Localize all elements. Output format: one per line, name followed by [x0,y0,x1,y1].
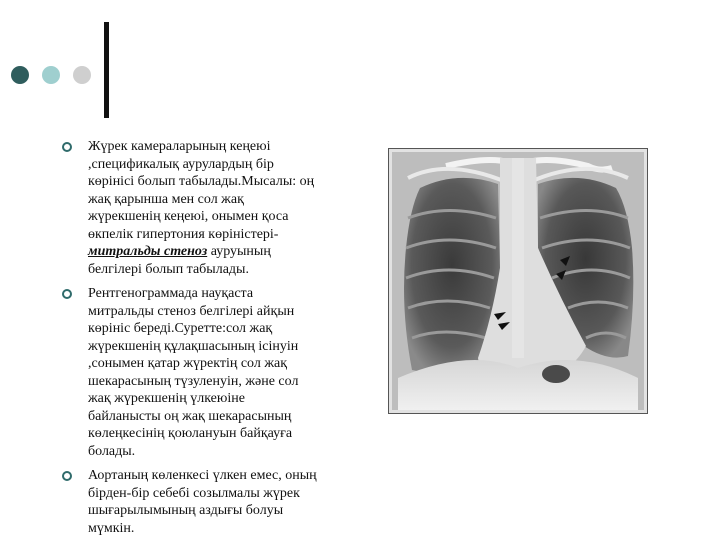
bullet-line: көрініс береді.Суретте:сол жақ [88,321,273,336]
bullet-line: жүрекшенің кеңеюі, онымен қоса [88,209,289,224]
bullet-line: бірден-бір себебі созылмалы жүрек [88,485,300,501]
emphasis-term: митральды стеноз [88,244,208,259]
bullet-line: болады. [88,443,136,459]
decor-dot-dark [11,66,29,84]
bullet-marker-icon [62,289,72,299]
decor-dot-gray [73,66,91,84]
decor-vertical-line [104,22,109,118]
bullet-line: жүрекшенің құлақшасының ісінуін [88,338,299,354]
bullet-line: көлеңкесінің қоюлануын байқауға [88,426,293,441]
bullet-line: ауруының [207,244,271,259]
bullet-line: Рентгенограммада науқаста [88,286,254,301]
text-content [62,138,367,544]
bullet-line: митральды стеноз белгілері айқын [88,303,295,319]
bullet-line: белгілері болып табылады. [88,261,249,277]
bullet-line: шығарылымының аздығы болуы [88,503,284,518]
bullet-line: өкпелік гипертония көріністері- [88,226,279,242]
bullet-marker-icon [62,142,72,152]
bullet-line: Жүрек камераларының кеңеюі [88,139,271,154]
bullet-line: мүмкін. [88,520,135,536]
bullet-line: шекарасының түзуленуін, және сол [88,373,299,389]
bullet-item [62,467,367,537]
bullet-line: Аортаның көленкесі үлкен емес, оның [88,468,317,483]
bullet-line: көрінісі болып табылады.Мысалы: оң [88,174,315,189]
bullet-marker-icon [62,471,72,481]
bullet-line: ,спецификалық аурулардың бір [88,156,274,172]
chest-xray-image [388,148,648,414]
bullet-line: жақ қарынша мен сол жақ [88,191,244,207]
bullet-line: жақ жүрекшенің үлкеюіне [88,391,245,406]
bullet-item [62,285,367,460]
bullet-line: байланысты оң жақ шекарасының [88,408,292,424]
bullet-line: ,сонымен қатар жүректің сол жақ [88,356,288,371]
decor-dot-light [42,66,60,84]
bullet-item [62,138,367,278]
